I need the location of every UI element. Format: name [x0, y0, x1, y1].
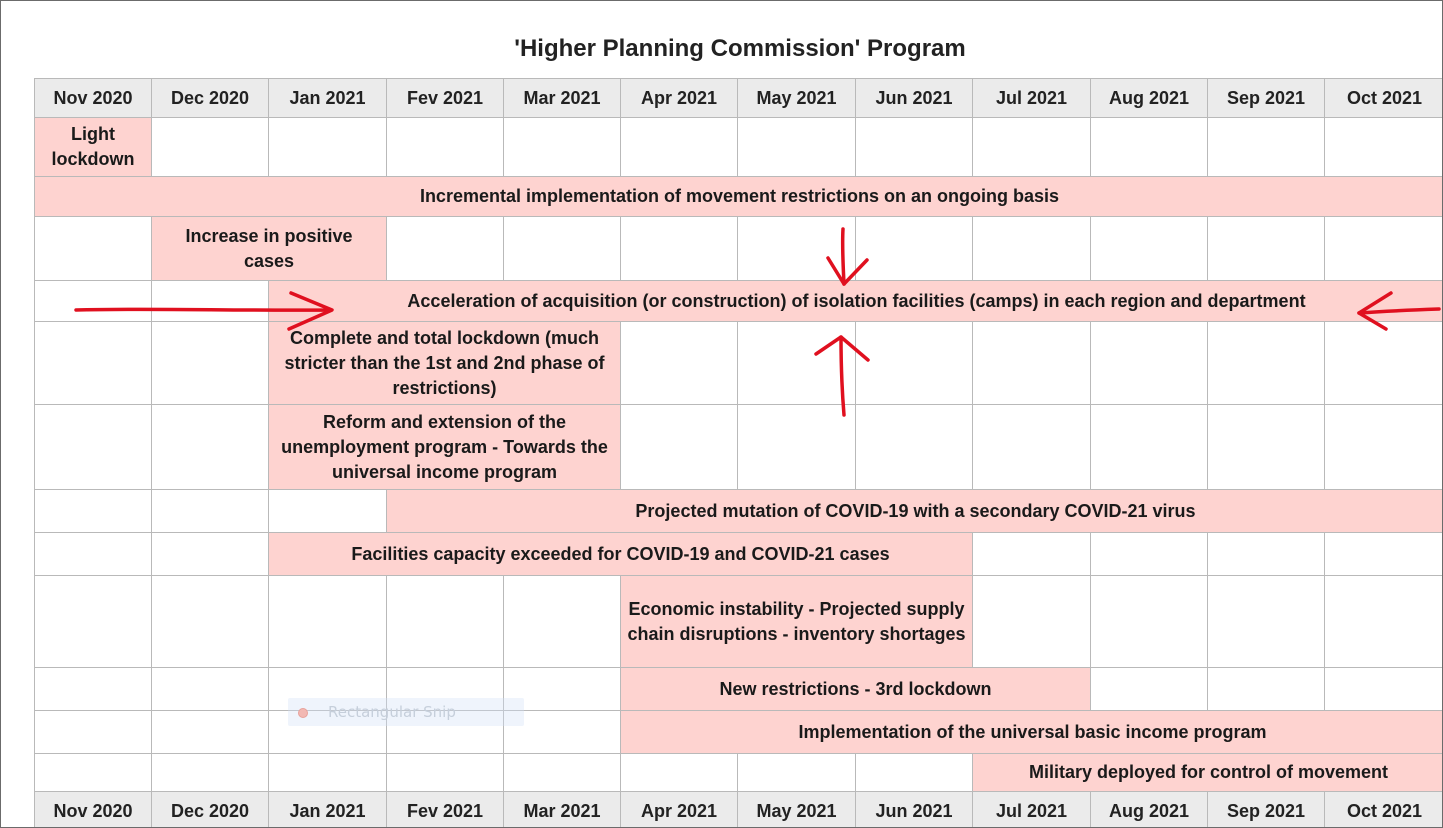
empty-cell	[856, 754, 973, 792]
month-header-row	[35, 79, 1443, 118]
empty-cell	[973, 405, 1091, 490]
empty-cell	[856, 322, 973, 405]
empty-cell	[504, 118, 621, 177]
empty-cell	[1325, 217, 1443, 281]
empty-cell	[738, 322, 856, 405]
month-header: Jun 2021	[856, 79, 973, 118]
empty-cell	[973, 217, 1091, 281]
month-footer: Jun 2021	[856, 792, 973, 828]
empty-cell	[152, 754, 269, 792]
empty-cell	[738, 118, 856, 177]
empty-cell	[152, 405, 269, 490]
empty-cell	[973, 322, 1091, 405]
month-footer-row	[35, 792, 1443, 828]
empty-cell	[35, 322, 152, 405]
empty-cell	[35, 668, 152, 711]
empty-cell	[387, 754, 504, 792]
empty-cell	[738, 217, 856, 281]
month-header: Sep 2021	[1208, 79, 1325, 118]
month-header: May 2021	[738, 79, 856, 118]
event-row	[35, 754, 1443, 792]
empty-cell	[738, 754, 856, 792]
event-row	[35, 281, 1443, 322]
empty-cell	[35, 754, 152, 792]
event-row	[35, 490, 1443, 533]
empty-cell	[621, 322, 738, 405]
empty-cell	[1325, 668, 1443, 711]
empty-cell	[1091, 217, 1208, 281]
empty-cell	[504, 576, 621, 668]
event-row	[35, 576, 1443, 668]
event-bar-military-deployed: Military deployed for control of movement	[973, 754, 1443, 792]
month-header: Aug 2021	[1091, 79, 1208, 118]
empty-cell	[738, 405, 856, 490]
page-title: 'Higher Planning Commission' Program	[514, 35, 966, 62]
empty-cell	[973, 533, 1091, 576]
empty-cell	[621, 405, 738, 490]
empty-cell	[1208, 217, 1325, 281]
empty-cell	[1091, 668, 1208, 711]
empty-cell	[269, 490, 387, 533]
month-header: Nov 2020	[35, 79, 152, 118]
month-footer: Dec 2020	[152, 792, 269, 828]
empty-cell	[973, 576, 1091, 668]
empty-cell	[35, 711, 152, 754]
event-row	[35, 405, 1443, 490]
empty-cell	[504, 217, 621, 281]
empty-cell	[621, 217, 738, 281]
empty-cell	[1091, 576, 1208, 668]
empty-cell	[621, 754, 738, 792]
empty-cell	[1208, 405, 1325, 490]
month-footer: Mar 2021	[504, 792, 621, 828]
empty-cell	[1091, 405, 1208, 490]
month-footer: Sep 2021	[1208, 792, 1325, 828]
empty-cell	[35, 576, 152, 668]
event-bar-movement-restrictions: Incremental implementation of movement restrictions on an ongoing basis	[35, 177, 1443, 217]
empty-cell	[621, 118, 738, 177]
empty-cell	[1208, 576, 1325, 668]
event-bar-third-lockdown: New restrictions - 3rd lockdown	[621, 668, 1091, 711]
empty-cell	[973, 118, 1091, 177]
event-bar-unemployment-reform: Reform and extension of the unemployment program - Towards the universal income program	[269, 405, 621, 490]
event-bar-basic-income: Implementation of the universal basic income program	[621, 711, 1443, 754]
event-row	[35, 711, 1443, 754]
event-bar-covid-mutation: Projected mutation of COVID-19 with a secondary COVID-21 virus	[387, 490, 1443, 533]
event-row	[35, 217, 1443, 281]
month-footer: Nov 2020	[35, 792, 152, 828]
empty-cell	[387, 576, 504, 668]
empty-cell	[35, 281, 152, 322]
month-header: Oct 2021	[1325, 79, 1443, 118]
month-footer: May 2021	[738, 792, 856, 828]
empty-cell	[35, 533, 152, 576]
gantt-table	[34, 78, 1443, 828]
empty-cell	[1091, 322, 1208, 405]
month-header: Fev 2021	[387, 79, 504, 118]
empty-cell	[387, 217, 504, 281]
snip-label: Rectangular Snip	[328, 703, 456, 721]
snip-record-icon	[298, 708, 308, 718]
rectangular-snip-tooltip[interactable]	[288, 698, 524, 726]
month-footer: Oct 2021	[1325, 792, 1443, 828]
empty-cell	[1208, 118, 1325, 177]
empty-cell	[1091, 533, 1208, 576]
event-bar-light-lockdown: Light lockdown	[35, 118, 152, 177]
empty-cell	[1325, 118, 1443, 177]
empty-cell	[1208, 533, 1325, 576]
empty-cell	[152, 576, 269, 668]
month-header: Dec 2020	[152, 79, 269, 118]
month-header: Mar 2021	[504, 79, 621, 118]
empty-cell	[152, 711, 269, 754]
empty-cell	[1325, 533, 1443, 576]
empty-cell	[152, 490, 269, 533]
event-row	[35, 322, 1443, 405]
empty-cell	[152, 668, 269, 711]
empty-cell	[1091, 118, 1208, 177]
event-bar-positive-cases: Increase in positive cases	[152, 217, 387, 281]
month-footer: Aug 2021	[1091, 792, 1208, 828]
empty-cell	[1325, 405, 1443, 490]
month-header: Jul 2021	[973, 79, 1091, 118]
event-bar-isolation-facilities: Acceleration of acquisition (or construction) of isolation facilities (camps) in each region and department	[269, 281, 1443, 322]
event-row	[35, 533, 1443, 576]
month-footer: Apr 2021	[621, 792, 738, 828]
empty-cell	[152, 281, 269, 322]
empty-cell	[387, 118, 504, 177]
event-bar-economic-instability: Economic instability - Projected supply chain disruptions - inventory shortages	[621, 576, 973, 668]
month-header: Apr 2021	[621, 79, 738, 118]
event-row	[35, 177, 1443, 217]
empty-cell	[856, 118, 973, 177]
empty-cell	[269, 754, 387, 792]
event-row	[35, 118, 1443, 177]
empty-cell	[1208, 668, 1325, 711]
empty-cell	[35, 405, 152, 490]
empty-cell	[269, 118, 387, 177]
month-header: Jan 2021	[269, 79, 387, 118]
empty-cell	[856, 217, 973, 281]
month-footer: Jul 2021	[973, 792, 1091, 828]
event-bar-capacity-exceeded: Facilities capacity exceeded for COVID-19 and COVID-21 cases	[269, 533, 973, 576]
month-footer: Jan 2021	[269, 792, 387, 828]
empty-cell	[152, 533, 269, 576]
empty-cell	[1325, 322, 1443, 405]
event-bar-total-lockdown: Complete and total lockdown (much stricter than the 1st and 2nd phase of restrictions)	[269, 322, 621, 405]
event-row	[35, 668, 1443, 711]
empty-cell	[152, 118, 269, 177]
empty-cell	[1325, 576, 1443, 668]
month-footer: Fev 2021	[387, 792, 504, 828]
empty-cell	[1208, 322, 1325, 405]
empty-cell	[504, 754, 621, 792]
empty-cell	[35, 490, 152, 533]
empty-cell	[856, 405, 973, 490]
empty-cell	[35, 217, 152, 281]
empty-cell	[269, 576, 387, 668]
empty-cell	[152, 322, 269, 405]
